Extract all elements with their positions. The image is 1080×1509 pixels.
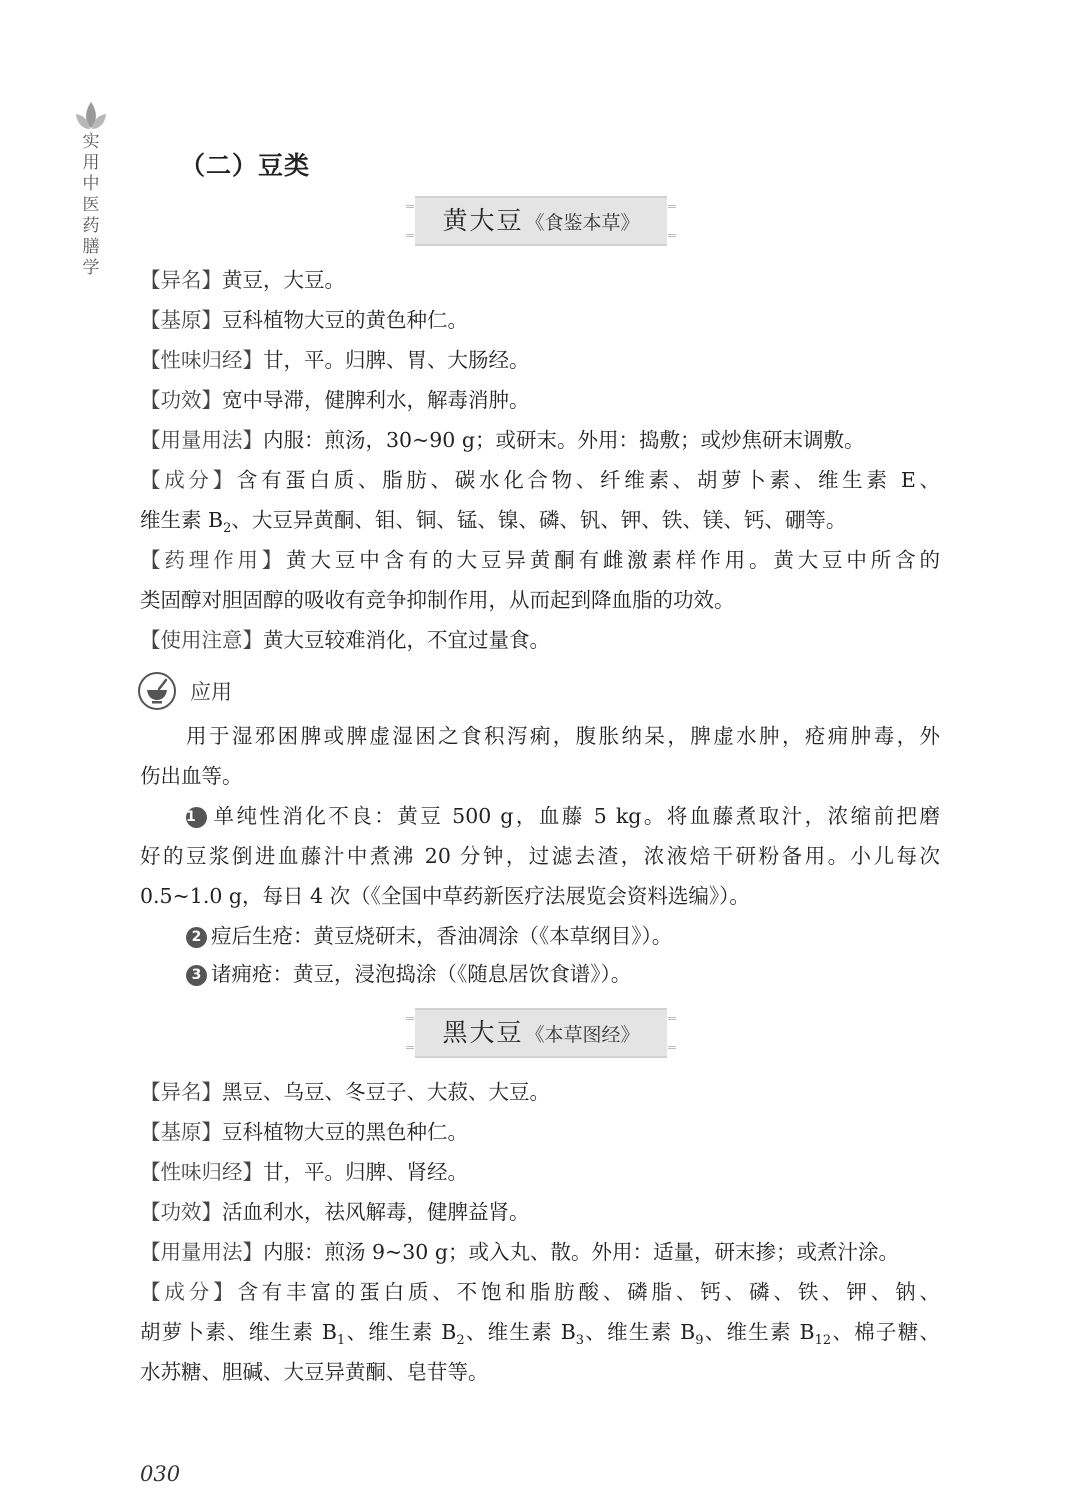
- item-text: 、维生素 B: [703, 1320, 815, 1344]
- application-label: 应用: [190, 680, 232, 704]
- item-tag: 【异名】: [140, 1080, 222, 1104]
- item-alias: [140, 266, 940, 294]
- recipe-item: [186, 960, 986, 988]
- item-origin: [140, 1118, 940, 1146]
- item-text: 活血利水，祛风解毒，健脾益肾。: [222, 1200, 530, 1224]
- number-badge: 3: [186, 965, 207, 986]
- item-tag: 【性味归经】: [140, 348, 263, 372]
- item-text: 、维生素 B: [345, 1320, 457, 1344]
- mortar-bowl-icon: [137, 671, 177, 711]
- item-alias: [140, 1078, 940, 1106]
- subscript: 2: [456, 1333, 465, 1349]
- item-text: 黄豆，大豆。: [222, 268, 345, 292]
- recipe-item: [186, 922, 986, 950]
- recipe-text: 单纯性消化不良：黄豆 500 g，血藤 5 kg。将血藤煮取汁，浓缩前把磨: [211, 804, 940, 828]
- application-intro-cont: 伤出血等。: [140, 764, 243, 788]
- item-text: 甘，平。归脾、肾经。: [263, 1160, 468, 1184]
- item-nature-meridian: [140, 346, 940, 374]
- item-tag: 【用量用法】: [140, 1240, 263, 1264]
- item-pharmacology-cont: 类固醇对胆固醇的吸收有竞争抑制作用，从而起到降血脂的功效。: [140, 588, 735, 612]
- item-components: [140, 466, 940, 494]
- subscript: 2: [223, 521, 232, 537]
- item-components: [140, 1278, 940, 1306]
- leaf-sprout-icon: [76, 98, 106, 132]
- item-tag: 【性味归经】: [140, 1160, 263, 1184]
- entry-source: 《食鉴本草》: [525, 212, 640, 234]
- recipe-text: 痘后生疮：黄豆烧研末，香油凋涂（《本草纲目》）。: [211, 924, 673, 948]
- item-dosage: [140, 426, 940, 454]
- page-number: 030: [140, 1462, 181, 1486]
- item-text: 、维生素 B: [464, 1320, 576, 1344]
- item-tag: 【成分】: [140, 468, 237, 492]
- item-caution: [140, 626, 940, 654]
- application-intro: 用于湿邪困脾或脾虚湿困之食积泻痢，腹胀纳呆，脾虚水肿，疮痈肿毒，外: [186, 724, 940, 748]
- subscript: 3: [575, 1333, 585, 1349]
- entry-name: 黄大豆: [442, 206, 524, 235]
- item-text: 内服：煎汤 9~30 g；或入丸、散。外用：适量，研末掺；或煮汁涂。: [263, 1240, 899, 1264]
- item-text: 含有丰富的蛋白质、不饱和脂肪酸、磷脂、钙、磷、铁、钾、钠、: [237, 1280, 940, 1304]
- subscript: 1: [336, 1333, 346, 1349]
- item-components-cont: [140, 506, 940, 537]
- item-text: 豆科植物大豆的黑色种仁。: [222, 1120, 468, 1144]
- entry-name: 黑大豆: [442, 1018, 524, 1047]
- subscript: 12: [814, 1333, 832, 1349]
- item-tag: 【使用注意】: [140, 628, 263, 652]
- item-text: 黄大豆中含有的大豆异黄酮有雌激素样作用。黄大豆中所含的: [286, 548, 940, 572]
- entry-title-huangdadou: [415, 196, 667, 246]
- recipe-text: 诸痈疮：黄豆，浸泡捣涂（《随息居饮食谱》）。: [211, 962, 632, 986]
- recipe-item: [186, 802, 940, 830]
- item-tag: 【功效】: [140, 388, 222, 412]
- item-tag: 【基原】: [140, 308, 222, 332]
- recipe-item-cont: 好的豆浆倒进血藤汁中煮沸 20 分钟，过滤去渣，浓液焙干研粉备用。小儿每次: [140, 844, 940, 868]
- item-text: 维生素 B: [140, 508, 224, 532]
- item-text: 豆科植物大豆的黄色种仁。: [222, 308, 468, 332]
- item-efficacy: [140, 386, 940, 414]
- item-text: 含有蛋白质、脂肪、碳水化合物、纤维素、胡萝卜素、维生素 E、: [236, 468, 941, 492]
- number-badge: 2: [186, 927, 207, 948]
- item-origin: [140, 306, 940, 334]
- item-tag: 【异名】: [140, 268, 222, 292]
- number-badge: 1: [186, 807, 207, 828]
- item-dosage: [140, 1238, 940, 1266]
- entry-title-heidadou: [415, 1008, 667, 1058]
- recipe-item-cont: 0.5~1.0 g，每日 4 次（《全国中草药新医疗法展览会资料选编》）。: [140, 884, 750, 908]
- item-tag: 【成分】: [140, 1280, 238, 1304]
- item-text: 、大豆异黄酮、钼、铜、锰、镍、磷、钒、钾、铁、镁、钙、硼等。: [231, 508, 847, 532]
- item-text: 黄大豆较难消化，不宜过量食。: [263, 628, 550, 652]
- item-text: 、棉子糖、: [831, 1320, 940, 1344]
- item-text: 内服：煎汤，30~90 g；或研末。外用：捣敷；或炒焦研末调敷。: [263, 428, 865, 452]
- item-efficacy: [140, 1198, 940, 1226]
- item-text: 胡萝卜素、维生素 B: [140, 1320, 337, 1344]
- item-tag: 【基原】: [140, 1120, 222, 1144]
- item-tag: 【功效】: [140, 1200, 222, 1224]
- item-pharmacology: [140, 546, 940, 574]
- book-title-vertical: 实用中医药膳学: [82, 132, 100, 278]
- item-text: 、维生素 B: [584, 1320, 696, 1344]
- item-text: 甘，平。归脾、胃、大肠经。: [263, 348, 530, 372]
- item-tag: 【用量用法】: [140, 428, 263, 452]
- item-text: 黑豆、乌豆、冬豆子、大菽、大豆。: [222, 1080, 550, 1104]
- section-heading: （二）豆类: [180, 151, 311, 180]
- entry-source: 《本草图经》: [525, 1024, 640, 1046]
- item-text: 宽中导滞，健脾利水，解毒消肿。: [222, 388, 530, 412]
- item-tag: 【药理作用】: [140, 548, 287, 572]
- subscript: 9: [695, 1333, 704, 1349]
- item-components-cont: 水苏糖、胆碱、大豆异黄酮、皂苷等。: [140, 1360, 489, 1384]
- item-nature-meridian: [140, 1158, 940, 1186]
- item-components-cont: [140, 1318, 940, 1349]
